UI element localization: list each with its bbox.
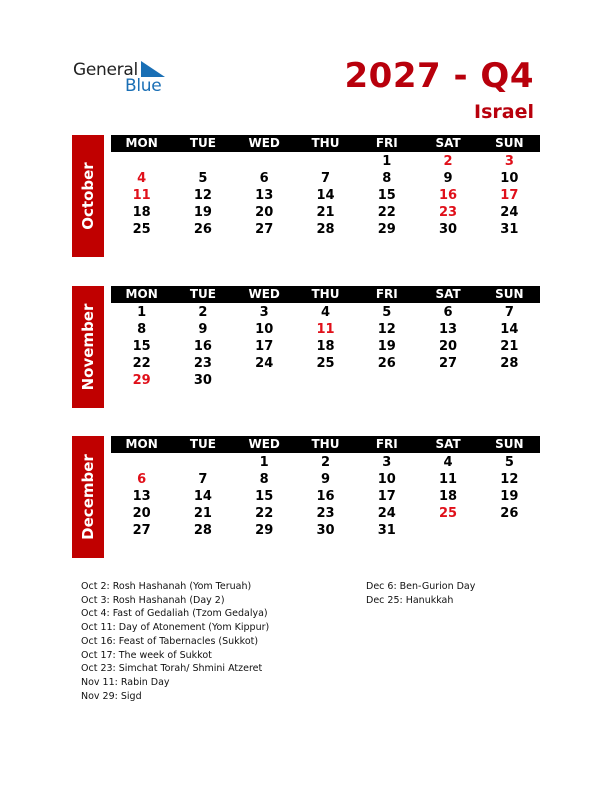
day-cell: 20 (439, 339, 458, 354)
holiday-notes-left (81, 580, 269, 703)
brand-logo (73, 60, 173, 96)
weekday-label: WED (248, 287, 280, 301)
holiday-note: Oct 11: Day of Atonement (Yom Kippur) (81, 622, 270, 634)
day-cell: 17 (377, 489, 396, 504)
weekday-label: WED (248, 136, 280, 150)
day-cell: 3 (382, 455, 392, 470)
day-cell: 3 (259, 305, 269, 320)
day-cell: 26 (500, 506, 519, 521)
day-cell: 19 (193, 205, 212, 220)
day-cell: 24 (377, 506, 396, 521)
month-tab (72, 135, 104, 257)
day-cell: 10 (500, 171, 519, 186)
day-cell: 6 (137, 472, 147, 487)
day-cell: 15 (255, 489, 274, 504)
empty-cell (172, 454, 233, 471)
day-cell: 15 (377, 188, 396, 203)
day-cell: 8 (259, 472, 269, 487)
day-cell: 25 (132, 222, 151, 237)
empty-cell (234, 153, 295, 170)
day-cell: 5 (382, 305, 392, 320)
day-cell: 24 (255, 356, 274, 371)
day-cell: 21 (316, 205, 335, 220)
holiday-note: Oct 16: Feast of Tabernacles (Sukkot) (81, 635, 259, 647)
day-cell: 11 (132, 188, 151, 203)
day-cell: 10 (377, 472, 396, 487)
day-cell: 5 (198, 171, 208, 186)
day-cell: 27 (255, 222, 274, 237)
day-cell: 22 (255, 506, 274, 521)
day-cell: 19 (377, 339, 396, 354)
day-cell: 18 (439, 489, 458, 504)
day-cell: 23 (439, 205, 458, 220)
empty-cell (111, 454, 172, 471)
weekday-label: TUE (189, 136, 216, 150)
weekday-label: FRI (375, 136, 398, 150)
day-cell: 20 (255, 205, 274, 220)
month-name: October (79, 162, 97, 230)
empty-cell (111, 153, 172, 170)
day-cell: 28 (500, 356, 519, 371)
day-cell: 28 (193, 523, 212, 538)
day-grid (111, 304, 540, 389)
holiday-note: Oct 4: Fast of Gedaliah (Tzom Gedalya) (81, 608, 268, 620)
weekday-label: THU (311, 287, 340, 301)
weekday-label: SAT (435, 437, 461, 451)
day-cell: 19 (500, 489, 519, 504)
day-cell: 9 (320, 472, 331, 487)
day-cell: 3 (504, 154, 514, 169)
day-cell: 26 (193, 222, 212, 237)
day-cell: 30 (439, 222, 458, 237)
holiday-notes-right (366, 580, 475, 607)
day-cell: 16 (193, 339, 212, 354)
day-cell: 17 (255, 339, 274, 354)
day-cell: 13 (439, 322, 458, 337)
country-label: Israel (474, 101, 534, 123)
weekday-label: THU (311, 136, 340, 150)
day-grid (111, 153, 540, 238)
weekday-label: MON (125, 287, 158, 301)
day-cell: 31 (377, 523, 396, 538)
day-cell: 17 (500, 188, 519, 203)
day-cell: 7 (198, 472, 208, 487)
day-cell: 11 (316, 322, 335, 337)
day-cell: 21 (193, 506, 212, 521)
day-cell: 2 (198, 305, 208, 320)
day-cell: 21 (500, 339, 519, 354)
weekday-label: FRI (375, 287, 398, 301)
weekday-header (111, 135, 540, 152)
day-cell: 5 (504, 455, 514, 470)
day-cell: 24 (500, 205, 519, 220)
month-tab (72, 286, 104, 408)
brand-name-blue: Blue (125, 76, 162, 96)
weekday-header (111, 286, 540, 303)
weekday-label: TUE (189, 437, 216, 451)
weekday-label: SUN (495, 287, 524, 301)
day-cell: 11 (439, 472, 458, 487)
day-cell: 12 (193, 188, 212, 203)
holiday-note: Dec 25: Hanukkah (366, 594, 454, 606)
holiday-note: Oct 23: Simchat Torah/ Shmini Atzeret (81, 663, 263, 675)
month-name: November (79, 303, 97, 391)
day-cell: 9 (443, 171, 453, 186)
day-cell: 27 (132, 523, 151, 538)
day-cell: 20 (132, 506, 151, 521)
page-title: 2027 - Q4 (344, 56, 534, 96)
day-cell: 9 (198, 322, 208, 337)
month-november (72, 286, 540, 408)
month-october (72, 135, 540, 257)
brand-name-general: General (73, 60, 138, 80)
day-cell: 29 (132, 373, 151, 388)
day-cell: 7 (320, 171, 331, 186)
day-cell: 12 (377, 322, 396, 337)
month-name: December (79, 454, 97, 540)
weekday-label: SUN (495, 437, 524, 451)
day-cell: 8 (382, 171, 392, 186)
day-cell: 23 (316, 506, 335, 521)
weekday-header (111, 436, 540, 453)
day-cell: 14 (193, 489, 212, 504)
day-cell: 12 (500, 472, 519, 487)
day-cell: 7 (504, 305, 514, 320)
day-cell: 30 (193, 373, 212, 388)
weekday-label: MON (125, 437, 158, 451)
day-cell: 1 (382, 154, 392, 169)
empty-cell (295, 153, 356, 170)
day-cell: 16 (439, 188, 458, 203)
day-cell: 27 (439, 356, 458, 371)
day-cell: 10 (255, 322, 274, 337)
day-grid (111, 454, 540, 539)
month-tab (72, 436, 104, 558)
day-cell: 18 (316, 339, 335, 354)
day-cell: 6 (259, 171, 269, 186)
weekday-label: THU (311, 437, 340, 451)
month-december (72, 436, 540, 558)
holiday-note: Nov 11: Rabin Day (81, 676, 170, 688)
empty-cell (172, 153, 233, 170)
weekday-label: MON (125, 136, 158, 150)
day-cell: 1 (259, 455, 269, 470)
day-cell: 22 (132, 356, 151, 371)
day-cell: 14 (500, 322, 519, 337)
holiday-note: Oct 2: Rosh Hashanah (Yom Teruah) (81, 581, 252, 592)
day-cell: 13 (255, 188, 274, 203)
day-cell: 4 (137, 171, 147, 186)
day-cell: 16 (316, 489, 335, 504)
holiday-note: Dec 6: Ben-Gurion Day (366, 581, 476, 592)
weekday-label: SAT (435, 136, 461, 150)
day-cell: 29 (377, 222, 396, 237)
day-cell: 2 (320, 455, 331, 470)
day-cell: 14 (316, 188, 335, 203)
day-cell: 4 (443, 455, 453, 470)
day-cell: 13 (132, 489, 151, 504)
day-cell: 8 (137, 322, 147, 337)
day-cell: 29 (255, 523, 274, 538)
weekday-label: FRI (375, 437, 398, 451)
day-cell: 30 (316, 523, 335, 538)
holiday-note: Nov 29: Sigd (81, 690, 142, 702)
day-cell: 2 (443, 154, 453, 169)
day-cell: 25 (439, 506, 458, 521)
holiday-note: Oct 3: Rosh Hashanah (Day 2) (81, 594, 225, 606)
day-cell: 26 (377, 356, 396, 371)
day-cell: 1 (137, 305, 147, 320)
weekday-label: WED (248, 437, 280, 451)
day-cell: 22 (377, 205, 396, 220)
day-cell: 4 (320, 305, 331, 320)
day-cell: 31 (500, 222, 519, 237)
day-cell: 25 (316, 356, 335, 371)
day-cell: 18 (132, 205, 151, 220)
weekday-label: SUN (495, 136, 524, 150)
holiday-note: Oct 17: The week of Sukkot (81, 649, 212, 661)
weekday-label: SAT (435, 287, 461, 301)
day-cell: 15 (132, 339, 151, 354)
day-cell: 6 (443, 305, 453, 320)
day-cell: 23 (193, 356, 212, 371)
weekday-label: TUE (189, 287, 216, 301)
day-cell: 28 (316, 222, 335, 237)
